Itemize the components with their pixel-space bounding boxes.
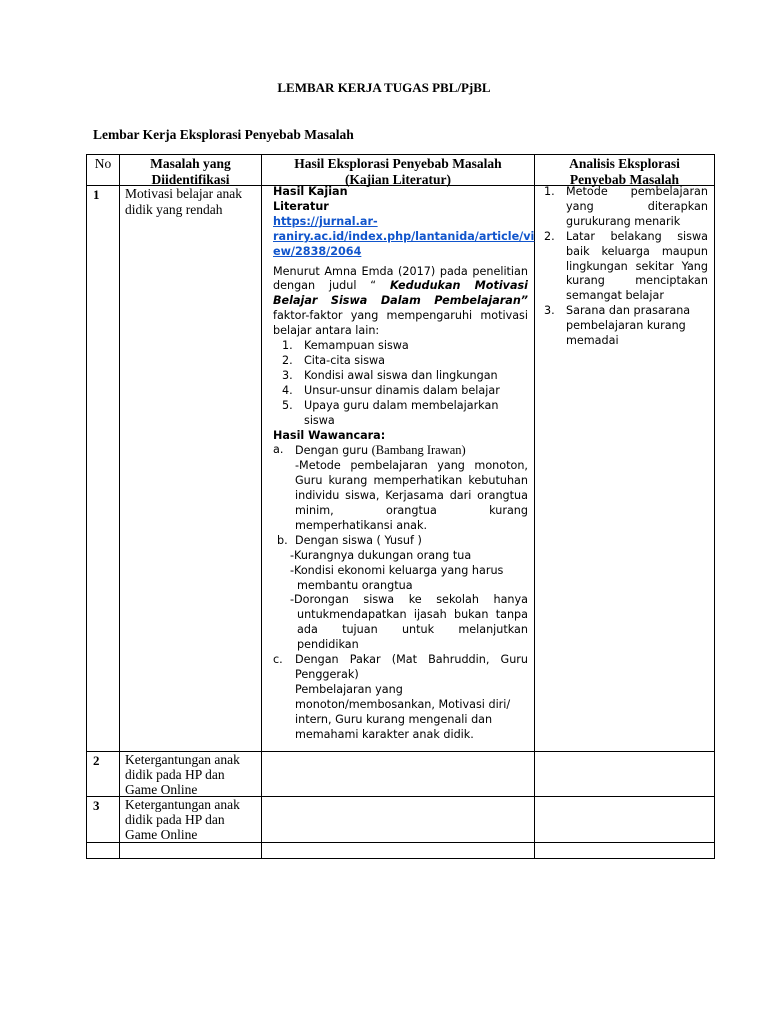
header-analisis	[535, 156, 714, 185]
table-border-bottom	[86, 858, 715, 859]
row2-no: 2	[93, 753, 100, 768]
row2-masalah: Ketergantungan anak didik pada HP dan Game Online	[125, 752, 240, 797]
table-col-rule-1	[119, 154, 120, 859]
siswa-point-text: Dorongan siswa ke sekolah hanya untukmendapatkan ijasah bukan tanpa ada tujuan untuk melanjutkan pendidikan	[294, 593, 528, 652]
siswa-point-text: Kurangnya dukungan orang tua	[294, 548, 472, 562]
list-item	[544, 185, 708, 230]
header-no: No	[94, 156, 112, 171]
problem-exploration-table	[86, 154, 715, 859]
list-item	[544, 304, 708, 349]
list-item	[544, 230, 708, 305]
list-item	[282, 369, 528, 384]
table-rule-row3	[86, 842, 715, 843]
literature-intro	[273, 265, 528, 340]
section-title: Lembar Kerja Eksplorasi Penyebab Masalah	[93, 127, 354, 142]
siswa-points	[273, 549, 528, 653]
row3-no: 3	[93, 798, 100, 813]
journal-link-line3[interactable]: ew/2838/2064	[273, 244, 362, 258]
guru-text: -Metode pembelajaran yang monoton, Guru kurang memperhatikan kebutuhan individu siswa, Kerjasama dari orangtua minim, orangtua kurang memperhatikansi anak.	[295, 459, 528, 532]
row1-analisis	[544, 185, 708, 349]
header-analisis-line1: Analisis Eksplorasi	[569, 156, 680, 171]
factor-text: Kondisi awal siswa dan lingkungan	[304, 368, 498, 382]
siswa-point-text: Kondisi ekonomi keluarga yang harus membantu orangtua	[294, 563, 504, 592]
row1-no: 1	[93, 187, 100, 202]
header-hasil-line1: Hasil Eksplorasi Penyebab Masalah	[294, 156, 502, 171]
analysis-text: Sarana dan prasarana pembelajaran kurang memadai	[566, 304, 691, 348]
list-item	[282, 399, 528, 429]
table-border-left	[86, 154, 87, 859]
list-item: -Dorongan siswa ke sekolah hanya untukmendapatkan ijasah bukan tanpa ada tujuan untuk melanjutkan pendidikan	[290, 593, 528, 652]
kajian-label: Hasil Kajian	[273, 185, 348, 198]
analysis-number: 2.	[544, 229, 555, 243]
list-item	[282, 339, 528, 354]
header-hasil	[262, 156, 534, 185]
factor-text: Unsur-unsur dinamis dalam belajar	[304, 383, 500, 397]
header-hasil-line2: (Kajian Literatur)	[344, 172, 452, 187]
table-col-rule-2	[261, 154, 262, 859]
interview-siswa	[273, 534, 528, 549]
header-masalah-line1: Masalah yang	[150, 156, 231, 171]
factor-text: Cita-cita siswa	[304, 353, 386, 367]
list-item	[282, 384, 528, 399]
header-masalah	[120, 156, 261, 185]
analysis-number: 3.	[544, 304, 555, 318]
guru-label: Dengan guru	[295, 444, 369, 458]
guru-marker: a.	[273, 443, 284, 457]
analysis-text: Metode pembelajaran yang diterapkan gurukurang menarik	[566, 185, 708, 228]
list-item: -Kondisi ekonomi keluarga yang harus membantu orangtua	[290, 563, 504, 592]
list-item: -Kurangnya dukungan orang tua	[290, 548, 472, 562]
wawancara-label: Hasil Wawancara:	[273, 428, 386, 442]
header-analisis-line2: Penyebab Masalah	[569, 172, 680, 187]
siswa-marker: b.	[277, 533, 288, 547]
row3-masalah: Ketergantungan anak didik pada HP dan Game Online	[125, 797, 240, 842]
journal-link-line1[interactable]: https://jurnal.ar-	[273, 214, 378, 228]
intro-text-b: faktor-faktor yang mempengaruhi motivasi belajar antara lain:	[273, 309, 528, 338]
table-border-right	[714, 154, 715, 859]
factor-text: Upaya guru dalam membelajarkan siswa	[304, 398, 499, 427]
interview-guru	[273, 443, 528, 459]
factor-number: 3.	[282, 368, 293, 382]
factor-number: 2.	[282, 353, 293, 367]
table-border-top	[86, 154, 715, 155]
journal-link[interactable]	[273, 214, 535, 260]
factor-list	[273, 339, 528, 428]
document-title: LEMBAR KERJA TUGAS PBL/PjBL	[277, 80, 491, 95]
pakar-label: Dengan Pakar (Mat Bahruddin, Guru Penggerak)	[295, 653, 528, 681]
interview-pakar	[273, 653, 528, 683]
literatur-label: Literatur	[273, 199, 329, 213]
header-masalah-line2: Diidentifikasi	[151, 172, 230, 187]
table-col-rule-3	[534, 154, 535, 859]
row1-kajian-literatur	[273, 185, 535, 743]
study-title: Kedudukan Motivasi Belajar Siswa Dalam Pembelajaran”	[273, 279, 528, 308]
pakar-text: Pembelajaran yang monoton/membosankan, Motivasi diri/ intern, Guru kurang mengenali dan memahami karakter anak didik.	[295, 682, 511, 741]
journal-link-line2[interactable]: raniry.ac.id/index.php/lantanida/article/vi	[273, 229, 535, 243]
analysis-number: 1.	[544, 185, 555, 198]
analysis-text: Latar belakang siswa baik keluarga maupun lingkungan sekitar Yang kurang menciptakan semangat belajar	[566, 229, 708, 303]
row1-masalah: Motivasi belajar anak didik yang rendah	[125, 186, 242, 217]
siswa-label: Dengan siswa ( Yusuf )	[295, 533, 422, 547]
intro-text-a: Menurut Amna Emda (2017) pada penelitian dengan judul “	[273, 264, 528, 293]
list-item	[282, 354, 528, 369]
factor-number: 1.	[282, 339, 293, 353]
guru-name: (Bambang Irawan)	[371, 443, 466, 458]
factor-number: 5.	[282, 398, 293, 412]
factor-text: Kemampuan siswa	[304, 339, 409, 353]
pakar-marker: c.	[273, 653, 283, 667]
factor-number: 4.	[282, 383, 293, 397]
